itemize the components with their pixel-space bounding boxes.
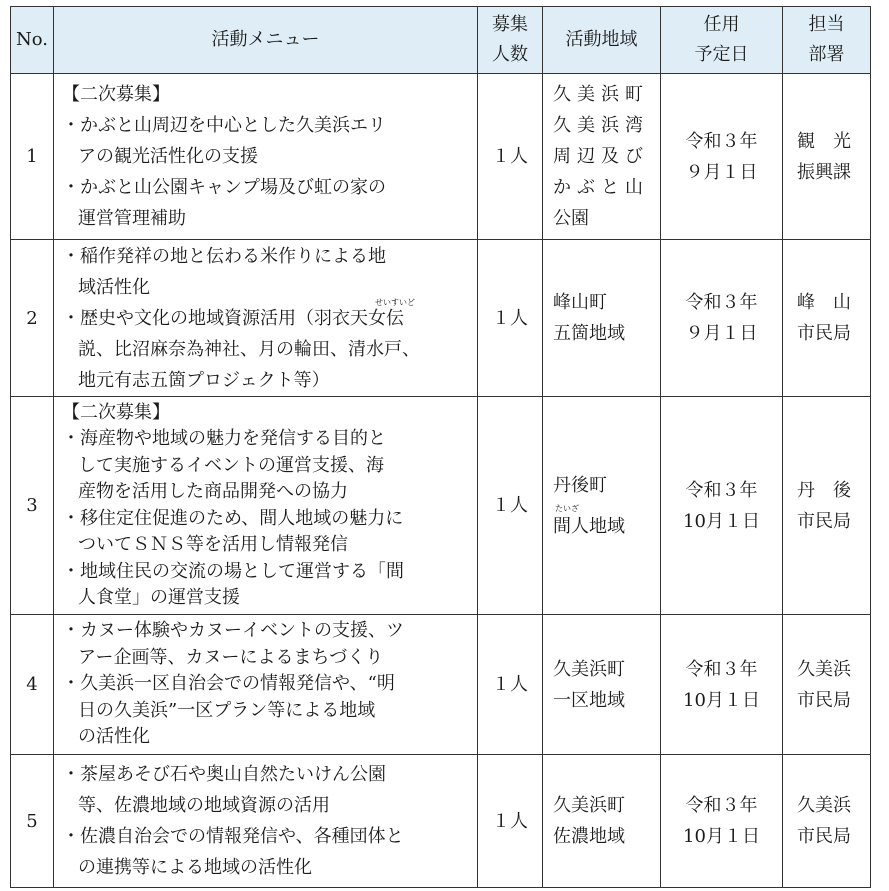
area-line: 間人地域 (553, 515, 625, 537)
area-line-with-ruby (553, 503, 650, 542)
menu-line: して実施するイベントの運営支援、海 (78, 454, 384, 476)
start-date (661, 755, 783, 888)
menu-line: ・海産物や地域の魅力を発信する目的と (62, 428, 386, 449)
row-number: 1 (11, 74, 54, 240)
date-line: 令和３年 (685, 795, 758, 816)
activity-menu (54, 615, 478, 755)
area-line: 峰山町 (553, 292, 607, 313)
dept-line: 丹 後 (797, 479, 851, 501)
date-line: 令和３年 (685, 292, 758, 313)
header-area: 活動地域 (543, 7, 661, 74)
recruitment-table (10, 6, 871, 888)
department (783, 755, 871, 888)
menu-line: ・移住定住促進のため、間人地域の魅力に (62, 507, 404, 529)
area-line: 久美浜町 (553, 658, 625, 680)
activity-menu (54, 240, 478, 397)
activity-area (543, 397, 661, 615)
activity-area (543, 615, 661, 755)
menu-line: 域活性化 (78, 276, 150, 298)
menu-line: 等、佐濃地域の地域資源の活用 (78, 795, 330, 816)
date-line: 10月１日 (683, 510, 760, 532)
furigana: せいすいど (375, 297, 415, 307)
table-row (11, 397, 871, 615)
recruit-count: １人 (478, 240, 543, 397)
activity-menu (54, 755, 478, 888)
dept-line: 久美浜 (797, 795, 851, 816)
dept-line: 峰 山 (797, 292, 851, 313)
start-date (661, 397, 783, 615)
activity-menu (54, 74, 478, 240)
header-count: 募集 人数 (478, 7, 543, 74)
recruit-count: １人 (478, 74, 543, 240)
menu-line: ・かぶと山公園キャンプ場及び虹の家の (62, 177, 386, 198)
row-number: 5 (11, 755, 54, 888)
header-menu: 活動メニュー (54, 7, 478, 74)
table-row (11, 755, 871, 888)
date-line: ９月１日 (685, 161, 758, 183)
area-line: かぶと山 (553, 177, 649, 198)
recruit-count: １人 (478, 615, 543, 755)
area-line: 周辺及び (553, 146, 649, 167)
row-number: 2 (11, 240, 54, 397)
menu-line: の連携等による地域の活性化 (78, 857, 312, 878)
menu-line-with-ruby (62, 297, 471, 334)
table-row (11, 74, 871, 240)
start-date (661, 74, 783, 240)
menu-line: ついてＳＮＳ等を活用し情報発信 (78, 534, 348, 555)
menu-line: 運営管理補助 (78, 208, 186, 229)
table-row (11, 240, 871, 397)
department (783, 615, 871, 755)
area-line: 佐濃地域 (553, 826, 625, 847)
area-line: 丹後町 (553, 474, 607, 496)
menu-line: ・地域住民の交流の場として運営する「間 (62, 560, 404, 582)
menu-line: アー企画等、カヌーによるまちづくり (78, 646, 384, 668)
menu-line: ・佐濃自治会での情報発信や、各種団体と (62, 826, 404, 847)
dept-line: 久美浜 (797, 658, 851, 680)
department (783, 74, 871, 240)
date-line: 令和３年 (685, 479, 758, 501)
activity-area (543, 755, 661, 888)
recruit-count: １人 (478, 397, 543, 615)
activity-area (543, 74, 661, 240)
date-line: 令和３年 (685, 130, 758, 152)
header-date: 任用 予定日 (661, 7, 783, 74)
menu-line: ・歴史や文化の地域資源活用（羽衣天女伝 (62, 307, 404, 329)
header-row (11, 7, 871, 74)
menu-line: 【二次募集】 (62, 401, 170, 423)
menu-line: 説、比沼麻奈為神社、月の輪田、清水戸、 (78, 338, 420, 360)
activity-menu (54, 397, 478, 615)
start-date (661, 615, 783, 755)
date-line: ９月１日 (685, 323, 758, 344)
area-line: 五箇地域 (553, 323, 625, 344)
row-number: 4 (11, 615, 54, 755)
table-row (11, 615, 871, 755)
dept-line: 市民局 (797, 689, 851, 711)
menu-line: ・かぶと山周辺を中心とした久美浜エリ (62, 115, 386, 136)
dept-line: 振興課 (797, 161, 851, 183)
menu-line: ・稲作発祥の地と伝わる米作りによる地 (62, 245, 386, 267)
area-line: 久美浜町 (553, 84, 649, 105)
area-line: 公園 (553, 208, 589, 229)
dept-line: 市民局 (797, 510, 851, 532)
activity-area (543, 240, 661, 397)
row-number: 3 (11, 397, 54, 615)
menu-line: 日の久美浜”一区プラン等による地域 (78, 699, 376, 721)
recruit-count: １人 (478, 755, 543, 888)
department (783, 397, 871, 615)
menu-line: の活性化 (78, 726, 150, 748)
menu-line: ・茶屋あそび石や奥山自然たいけん公園 (62, 764, 386, 785)
area-line: 久美浜湾 (553, 115, 649, 136)
menu-line: 【二次募集】 (62, 84, 170, 105)
menu-line: 産物を活用した商品開発への協力 (78, 481, 348, 502)
furigana: たいざ (555, 503, 579, 513)
date-line: 10月１日 (683, 826, 760, 847)
menu-line: ・久美浜一区自治会での情報発信や、“明 (62, 673, 395, 695)
menu-line: 地元有志五箇プロジェクト等） (78, 369, 330, 391)
dept-line: 市民局 (797, 323, 851, 344)
menu-line: アの観光活性化の支援 (78, 146, 258, 167)
date-line: 令和３年 (685, 658, 758, 680)
dept-line: 市民局 (797, 826, 851, 847)
area-line: 一区地域 (553, 689, 625, 711)
header-dept: 担当 部署 (783, 7, 871, 74)
start-date (661, 240, 783, 397)
header-no: No. (11, 7, 54, 74)
date-line: 10月１日 (683, 689, 760, 711)
area-line: 久美浜町 (553, 795, 625, 816)
dept-line: 観 光 (797, 130, 851, 152)
menu-line: 人食堂」の運営支援 (78, 587, 240, 608)
menu-line: ・カヌー体験やカヌーイベントの支援、ツ (62, 620, 404, 642)
department (783, 240, 871, 397)
